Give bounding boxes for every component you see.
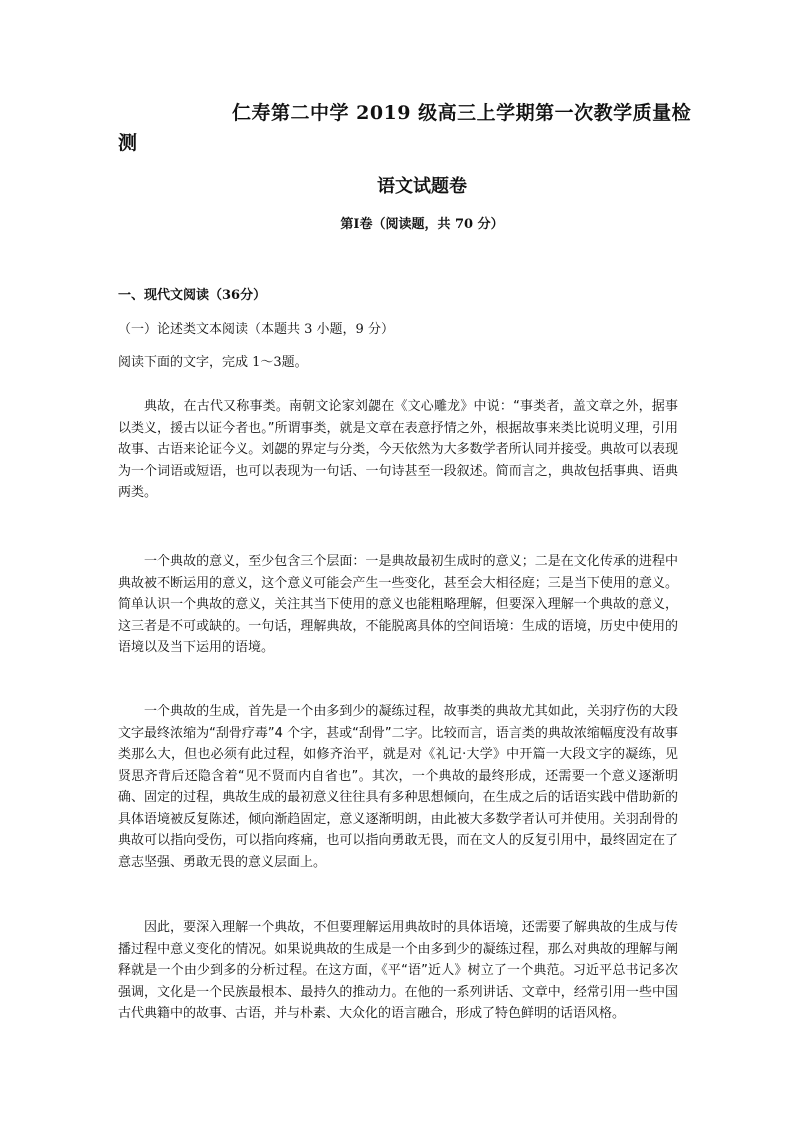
reading-instruction: 阅读下面的文字，完成 1～3题。 xyxy=(118,355,308,370)
passage-paragraph-2: 一个典故的意义，至少包含三个层面：一是典故最初生成时的意义；二是在文化传承的进程中典故被不断运用的意义，这个意义可能会产生一些变化，甚至会大相径庭；三是当下使用的意义。简单认识一个典故的意义，关注其当下使用的意义也能粗略理解，但要深入理解一个典故的意义，这三者是不可或缺的。一句话，理解典故，不能脱离具体的空间语境：生成的语境，历史中使用的语境以及当下运用的语境。 xyxy=(118,554,678,655)
section-heading: 一、现代文阅读（36分） xyxy=(118,288,267,303)
volume-title: 第Ⅰ卷（阅读题，共 70 分） xyxy=(340,217,504,232)
subject-title: 语文试题卷 xyxy=(377,176,467,197)
passage-paragraph-1: 典故，在古代又称事类。南朝文论家刘勰在《文心雕龙》中说：“事类者，盖文章之外，据事以类义，援古以证今者也。”所谓事类，就是文章在表意抒情之外，根据故事来类比说明义理，引用故事、古语来论证今义。刘勰的界定与分类，今天依然为大多数学者所认同并接受。典故可以表现为一个词语或短语，也可以表现为一句话、一句诗甚至一段叙述。简而言之，典故包括事典、语典两类。 xyxy=(118,399,678,500)
passage-paragraph-3: 一个典故的生成，首先是一个由多到少的凝练过程，故事类的典故尤其如此，关羽疗伤的大段文字最终浓缩为“刮骨疗毒”4 个字，甚或“刮骨”二字。比较而言，语言类的典故浓缩幅度没有故事类那么大，但也必须有此过程，如修齐治平，就是对《礼记·大学》中开篇一大段文字的凝练，见贤思齐背后还隐含着“见不贤而内自省也”。其次，一个典故的最终形成，还需要一个意义逐渐明确、固定的过程，典故生成的最初意义往往具有多种思想倾向，在生成之后的话语实践中借助新的具体语境被反复陈述，倾向渐趋固定，意义逐渐明朗，由此被大多数学者认可并使用。关羽刮骨的典故可以指向受伤，可以指向疼痛，也可以指向勇敢无畏，而在文人的反复引用中，最终固定在了意志坚强、勇敢无畏的意义层面上。 xyxy=(118,704,678,870)
exam-title-line1: 仁寿第二中学 2019 级高三上学期第一次教学质量检 xyxy=(232,102,692,124)
exam-title-line2: 测 xyxy=(118,132,138,154)
sub-section-heading: （一）论述类文本阅读（本题共 3 小题，9 分） xyxy=(118,322,394,337)
passage-paragraph-4: 因此，要深入理解一个典故，不但要理解运用典故时的具体语境，还需要了解典故的生成与传播过程中意义变化的情况。如果说典故的生成是一个由多到少的凝练过程，那么对典故的理解与阐释就是一个由少到多的分析过程。在这方面，《平“语”近人》树立了一个典范。习近平总书记多次强调，文化是一个民族最根本、最持久的推动力。在他的一系列讲话、文章中，经常引用一些中国古代典籍中的故事、古语，并与朴素、大众化的语言融合，形成了特色鲜明的话语风格。 xyxy=(118,920,678,1021)
